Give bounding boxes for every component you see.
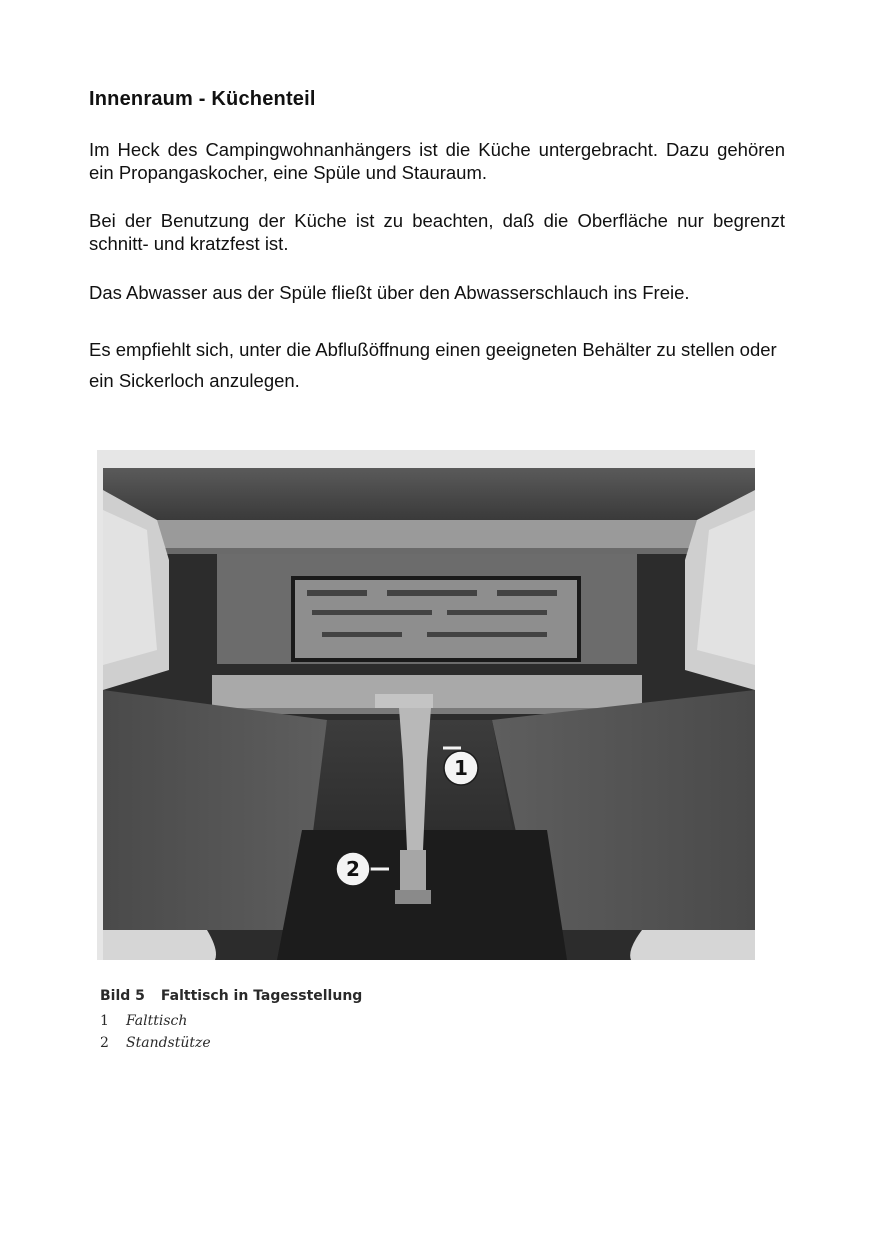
callout-1-label: 1 bbox=[454, 756, 468, 780]
paragraph-wastewater: Das Abwasser aus der Spüle fließt über den Abwasserschlauch ins Freie. bbox=[89, 282, 690, 303]
folding-table-photo-illustration bbox=[97, 450, 755, 960]
paragraph-surface-note: Bei der Benutzung der Küche ist zu beachten, daß die Oberfläche nur begrenzt schnitt- und kratzfest ist. bbox=[89, 210, 785, 254]
interior-photo bbox=[97, 450, 755, 960]
legend-number: 1 bbox=[100, 1013, 109, 1029]
figure-caption bbox=[100, 988, 755, 1004]
figure-title: Falttisch in Tagesstellung bbox=[160, 988, 363, 1004]
figure-number: Bild 5 bbox=[100, 988, 145, 1004]
paragraph-recommendation: Es empfiehlt sich, unter die Abflußöffnung einen geeigneten Behälter zu stellen oder ein Sickerloch anzulegen. bbox=[89, 339, 777, 391]
paragraph-kitchen-location: Im Heck des Campingwohnanhängers ist die Küche untergebracht. Dazu gehören ein Propangaskocher, eine Spüle und Stauraum. bbox=[89, 139, 785, 183]
figure-caption-block bbox=[100, 988, 755, 1054]
callout-2-label: 2 bbox=[346, 857, 360, 881]
legend-label: Standstütze bbox=[126, 1035, 211, 1051]
legend-label: Falttisch bbox=[126, 1013, 188, 1029]
legend-item bbox=[100, 1010, 755, 1032]
legend-number: 2 bbox=[100, 1035, 109, 1051]
page-heading: Innenraum - Küchenteil bbox=[89, 88, 316, 110]
legend-item bbox=[100, 1032, 755, 1054]
